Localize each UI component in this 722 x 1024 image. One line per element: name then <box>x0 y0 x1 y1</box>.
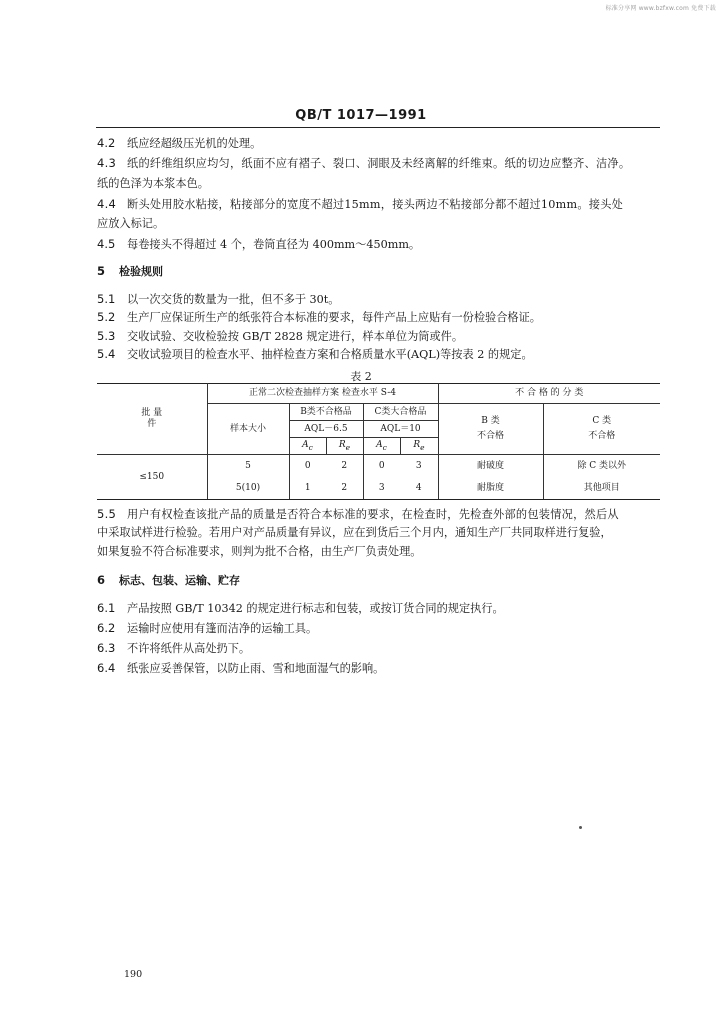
clause-4-2 <box>97 136 261 151</box>
re-letter: R <box>338 439 346 450</box>
batch-header-unit: 件 <box>147 419 157 429</box>
batch-header-label: 批 量 <box>141 408 163 418</box>
section-6-heading <box>97 573 240 588</box>
ac-letter: A <box>376 439 383 450</box>
re-subscript: e <box>345 442 351 452</box>
scan-speck <box>579 826 582 829</box>
ac-subscript: c <box>382 442 387 452</box>
clause-4-4-cont <box>97 217 164 231</box>
clause-5-5 <box>97 507 619 522</box>
clause-5-5-cont-2 <box>97 545 421 559</box>
clause-text: 生产厂应保证所生产的纸张符合本标准的要求，每件产品上应贴有一份检验合格证。 <box>127 311 541 324</box>
clause-text: 每卷接头不得超过 4 个，卷筒直径为 400mm～450mm。 <box>127 238 421 251</box>
clause-4-5 <box>97 237 420 252</box>
clause-4-3-cont <box>97 177 209 191</box>
c-class-header <box>543 404 660 455</box>
clause-text: 交收试验项目的检查水平、抽样检查方案和合格质量水平(AQL)等按表 2 的规定。 <box>127 348 533 361</box>
clause-5-3 <box>97 329 463 344</box>
aql-b: AQL－6.5 <box>289 421 363 438</box>
clause-number: 6.1 <box>97 601 116 615</box>
clause-text: 纸的纤维组织应均匀，纸面不应有褶子、裂口、洞眼及未经离解的纤维束。纸的切边应整齐、洁净。 <box>127 157 631 170</box>
clause-number: 4.3 <box>97 156 117 170</box>
ac-header-b <box>289 438 326 455</box>
c-item-1: 除 C 类以外 <box>543 455 660 478</box>
b-item-2: 耐脂度 <box>438 478 543 500</box>
clause-number: 6.4 <box>97 661 116 675</box>
clause-text: 不许将纸件从高处扔下。 <box>127 642 251 655</box>
clause-text: 中采取试样进行检验。若用户对产品质量有异议，应在到货后三个月内，通知生产厂共同取样进行复验， <box>97 526 612 539</box>
clause-text: 如果复验不符合标准要求，则判为批不合格，由生产厂负责处理。 <box>97 545 422 558</box>
section-title: 标志、包装、运输、贮存 <box>119 574 240 587</box>
clause-5-2 <box>97 310 541 325</box>
b-ac-2: 1 <box>289 478 326 500</box>
clause-number: 5.2 <box>97 310 116 324</box>
page-number: 190 <box>124 969 143 980</box>
clause-text: 用户有权检查该批产品的质量是否符合本标准的要求，在检查时，先检查外部的包装情况，然后从 <box>127 508 619 521</box>
clause-text: 纸张应妥善保管，以防止雨、雪和地面湿气的影响。 <box>127 662 385 675</box>
re-letter: R <box>413 439 421 450</box>
clause-text: 运输时应使用有篷而洁净的运输工具。 <box>127 622 318 635</box>
clause-number: 6.3 <box>97 641 116 655</box>
b-class-header <box>438 404 543 455</box>
clause-5-1 <box>97 292 339 307</box>
clause-text: 纸的色泽为本浆本色。 <box>97 177 209 190</box>
section-number: 5 <box>97 264 106 278</box>
ac-subscript: c <box>308 442 313 452</box>
re-subscript: e <box>420 442 425 452</box>
section-5-heading <box>97 264 163 279</box>
sample-size-header: 样本大小 <box>207 404 289 455</box>
sample-size-1: 5 <box>207 455 289 478</box>
b-nonconforming-header: B类不合格品 <box>289 404 363 421</box>
sampling-table <box>97 383 660 500</box>
c-item-2: 其他项目 <box>543 478 660 500</box>
c-class-title: C 类 <box>592 416 612 426</box>
aql-c: AQL＝10 <box>363 421 438 438</box>
clause-number: 6.2 <box>97 621 116 635</box>
clause-number: 5.1 <box>97 292 116 306</box>
clause-text: 纸应经超级压光机的处理。 <box>127 137 262 150</box>
clause-text: 交收试验、交收检验按 GB/T 2828 规定进行，样本单位为筒或件。 <box>127 330 464 343</box>
b-re-2: 2 <box>326 478 363 500</box>
c-class-subtitle: 不合格 <box>588 431 616 441</box>
re-header-b <box>326 438 363 455</box>
section-title: 检验规则 <box>119 265 163 278</box>
b-class-subtitle: 不合格 <box>476 431 504 441</box>
ac-header-c <box>363 438 400 455</box>
b-ac-1: 0 <box>289 455 326 478</box>
clause-5-5-cont-1 <box>97 526 612 540</box>
clause-6-3 <box>97 641 250 656</box>
clause-4-3 <box>97 156 630 171</box>
classes-header: 不 合 格 的 分 类 <box>438 384 660 404</box>
clause-6-2 <box>97 621 317 636</box>
c-nonconforming-header: C类大合格品 <box>363 404 438 421</box>
clause-number: 4.4 <box>97 197 117 211</box>
clause-6-4 <box>97 661 384 676</box>
clause-4-4 <box>97 197 623 212</box>
batch-header <box>97 384 207 455</box>
re-header-c <box>400 438 438 455</box>
clause-number: 4.2 <box>97 136 116 150</box>
b-re-1: 2 <box>326 455 363 478</box>
clause-text: 应放入标记。 <box>97 217 165 230</box>
clause-number: 5.5 <box>97 507 117 521</box>
plan-header: 正常二次检查抽样方案 检查水平 S-4 <box>207 384 438 404</box>
clause-number: 4.5 <box>97 237 116 251</box>
table-caption: 表 2 <box>350 370 372 383</box>
c-ac-2: 3 <box>363 478 400 500</box>
b-item-1: 耐破度 <box>438 455 543 478</box>
section-number: 6 <box>97 573 106 587</box>
c-re-1: 3 <box>400 455 438 478</box>
b-class-title: B 类 <box>481 416 500 426</box>
clause-text: 产品按照 GB/T 10342 的规定进行标志和包装，或按订货合同的规定执行。 <box>127 602 504 615</box>
clause-6-1 <box>97 601 504 616</box>
clause-text: 以一次交货的数量为一批，但不多于 30t。 <box>127 293 340 306</box>
batch-cell: ≤150 <box>97 455 207 500</box>
clause-5-4 <box>97 347 533 362</box>
clause-number: 5.4 <box>97 347 116 361</box>
watermark: 标准分享网 www.bzfxw.com 免费下载 <box>605 5 716 12</box>
sample-size-2: 5(10) <box>207 478 289 500</box>
c-re-2: 4 <box>400 478 438 500</box>
clause-number: 5.3 <box>97 329 116 343</box>
page-header: QB/T 1017—1991 <box>295 108 427 123</box>
clause-text: 断头处用胶水粘接，粘接部分的宽度不超过15mm，接头两边不粘接部分都不超过10mm。接头处 <box>127 198 624 211</box>
ac-letter: A <box>302 439 309 450</box>
c-ac-1: 0 <box>363 455 400 478</box>
header-rule <box>96 127 660 128</box>
